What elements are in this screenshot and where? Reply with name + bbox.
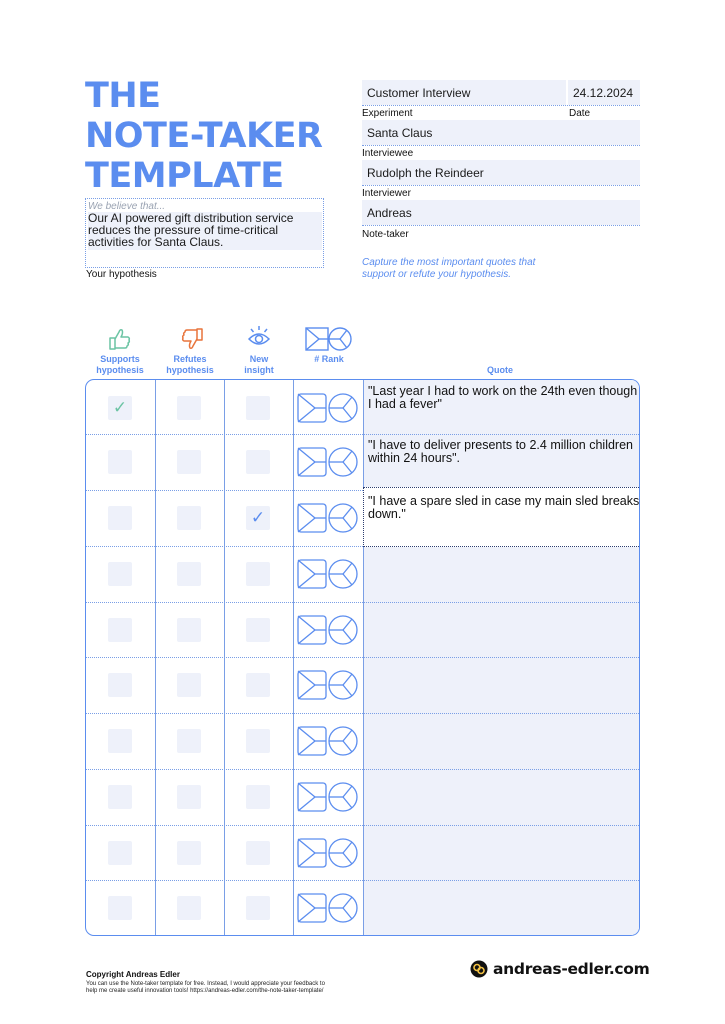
refutes-checkbox[interactable] (177, 450, 201, 474)
divider (362, 145, 640, 146)
date-input[interactable]: 24.12.2024 (568, 80, 640, 105)
supports-checkbox[interactable] (108, 450, 132, 474)
title-line: THE (85, 76, 161, 116)
rank-icon (305, 326, 353, 352)
insight-column-header: New insight (244, 354, 274, 375)
row-divider (86, 657, 640, 658)
quotes-table (85, 379, 640, 936)
thumbs-down-icon (179, 326, 205, 352)
insight-checkbox[interactable] (246, 729, 270, 753)
title-line: NOTE-TAKER (85, 116, 323, 156)
eye-icon (246, 324, 272, 350)
column-divider (155, 380, 156, 936)
insight-checkbox[interactable] (246, 396, 270, 420)
supports-checkbox[interactable] (108, 673, 132, 697)
experiment-label: Experiment (362, 108, 413, 119)
quote-column-header: Quote (487, 365, 513, 375)
rank-selector[interactable] (297, 781, 359, 813)
column-divider (224, 380, 225, 936)
row-divider (86, 602, 640, 603)
divider (362, 185, 640, 186)
insight-checkbox[interactable] (246, 618, 270, 642)
supports-checkbox[interactable] (108, 562, 132, 586)
interviewee-label: Interviewee (362, 148, 414, 159)
supports-checkbox[interactable] (108, 785, 132, 809)
brand-name: andreas-edler.com (493, 960, 650, 978)
insight-checkbox[interactable] (246, 450, 270, 474)
rank-selector[interactable] (297, 446, 359, 478)
brand[interactable] (470, 960, 650, 978)
insight-checkbox[interactable]: ✓ (246, 506, 270, 530)
insight-checkbox[interactable] (246, 785, 270, 809)
supports-checkbox[interactable] (108, 506, 132, 530)
row-divider (86, 825, 640, 826)
supports-checkbox[interactable] (108, 841, 132, 865)
refutes-checkbox[interactable] (177, 506, 201, 530)
rank-selector[interactable] (297, 614, 359, 646)
refutes-checkbox[interactable] (177, 729, 201, 753)
row-divider (86, 880, 640, 881)
refutes-checkbox[interactable] (177, 673, 201, 697)
notetaker-input[interactable]: Andreas (362, 200, 640, 225)
supports-checkbox[interactable]: ✓ (108, 396, 132, 420)
rank-selector[interactable] (297, 892, 359, 924)
interviewer-label: Interviewer (362, 188, 411, 199)
refutes-checkbox[interactable] (177, 896, 201, 920)
rank-selector[interactable] (297, 725, 359, 757)
rank-selector[interactable] (297, 502, 359, 534)
row-divider (86, 769, 640, 770)
refutes-checkbox[interactable] (177, 841, 201, 865)
supports-checkbox[interactable] (108, 729, 132, 753)
quote-text[interactable]: "Last year I had to work on the 24th even though I had a fever" (368, 384, 638, 411)
thumbs-up-icon (107, 326, 133, 352)
refutes-column-header: Refutes hypothesis (166, 354, 214, 375)
insight-checkbox[interactable] (246, 896, 270, 920)
column-divider (293, 380, 294, 936)
row-divider (86, 434, 640, 435)
quote-text[interactable]: "I have to deliver presents to 2.4 million children within 24 hours". (368, 438, 633, 465)
divider (362, 105, 640, 106)
divider (362, 225, 640, 226)
refutes-checkbox[interactable] (177, 785, 201, 809)
refutes-checkbox[interactable] (177, 562, 201, 586)
refutes-checkbox[interactable] (177, 618, 201, 642)
rank-column-header: # Rank (314, 354, 344, 364)
page-title (85, 76, 345, 196)
copyright-note: You can use the Note-taker template for free. Instead, I would appreciate your feedback to help me create useful innovation tools! https://andreas-edler.com/the-note-taker-template/ (86, 981, 325, 994)
hypothesis-prefix: We believe that... (88, 201, 166, 212)
interviewee-input[interactable]: Santa Claus (362, 120, 640, 145)
refutes-checkbox[interactable] (177, 396, 201, 420)
notetaker-hint: Capture the most important quotes that support or refute your hypothesis. (362, 257, 536, 280)
quote-text[interactable]: "I have a spare sled in case my main sled breaks down." (368, 494, 640, 521)
copyright-title: Copyright Andreas Edler (86, 970, 180, 979)
interviewer-input[interactable]: Rudolph the Reindeer (362, 160, 640, 185)
rank-selector[interactable] (297, 837, 359, 869)
supports-column-header: Supports hypothesis (96, 354, 144, 375)
rank-selector[interactable] (297, 558, 359, 590)
insight-checkbox[interactable] (246, 673, 270, 697)
insight-checkbox[interactable] (246, 841, 270, 865)
supports-checkbox[interactable] (108, 618, 132, 642)
title-line: TEMPLATE (85, 156, 284, 196)
hypothesis-box (85, 198, 324, 268)
rank-selector[interactable] (297, 392, 359, 424)
insight-checkbox[interactable] (246, 562, 270, 586)
hypothesis-input[interactable]: Our AI powered gift distribution service reduces the pressure of time-critical activities for Santa Claus. (88, 212, 322, 250)
hypothesis-label: Your hypothesis (86, 269, 157, 280)
brand-logo-icon (470, 960, 488, 978)
notetaker-label: Note-taker (362, 229, 409, 240)
date-label: Date (569, 108, 591, 119)
supports-checkbox[interactable] (108, 896, 132, 920)
column-divider (363, 380, 364, 936)
rank-selector[interactable] (297, 669, 359, 701)
experiment-input[interactable]: Customer Interview (362, 80, 566, 105)
row-divider (86, 713, 640, 714)
